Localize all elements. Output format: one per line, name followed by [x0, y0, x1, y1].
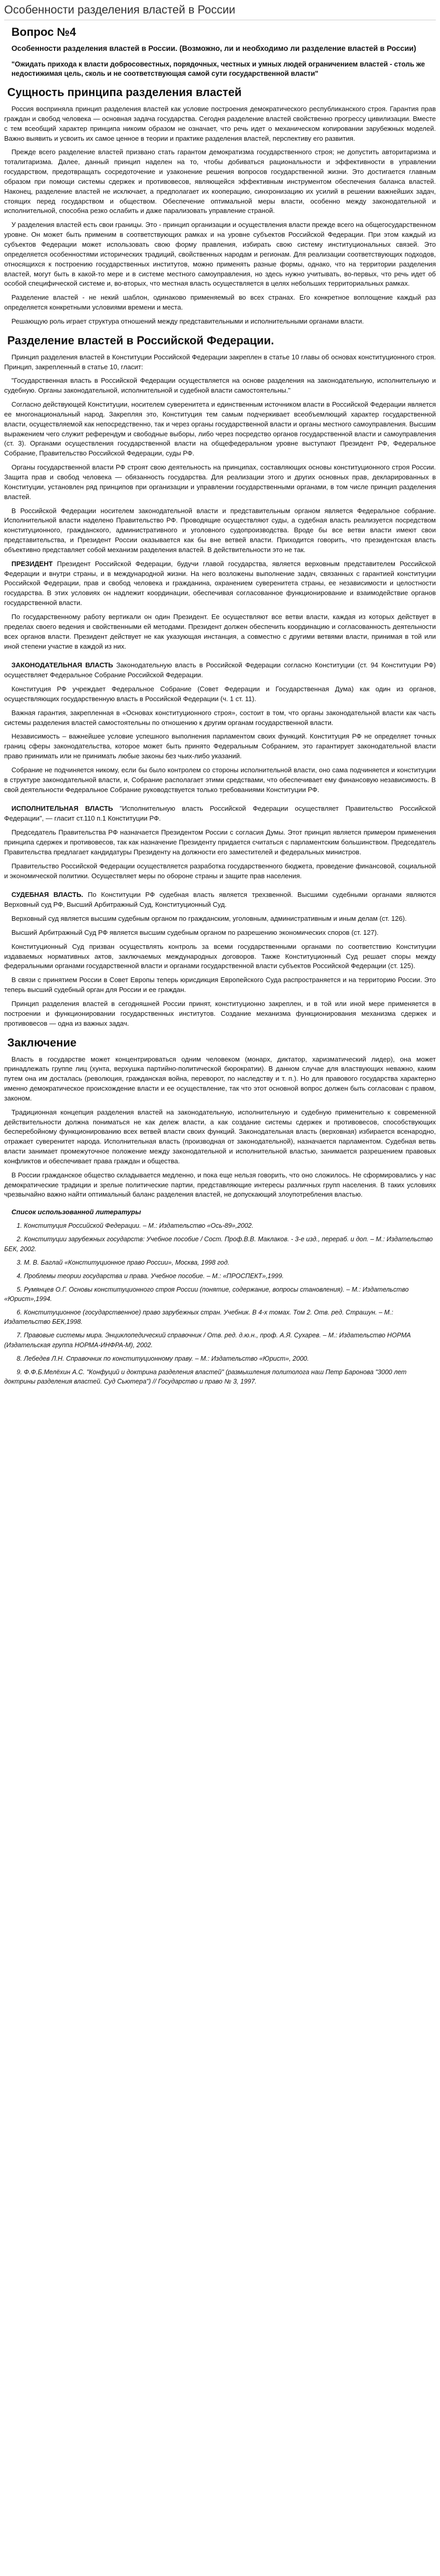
- paragraph: Власть в государстве может концентрироваться одним человеком (монарх, диктатор, харизматический лидер), она может принадлежать группе лиц (хунта, верхушка партийно-политической бюрократии). В данном случае для властвующих неважно, каким путем она им досталась (революция, гражданская война, переворот, по наследству и т. п.). Но для правового государства характерно именно демократическое происхождение власти и ее осуществление, так что этот основной вопрос должен быть согласован с правом, законом.: [4, 1055, 436, 1102]
- paragraph: Конституционный Суд призван осуществлять контроль за всеми государственными органами по соответствию Конституции издаваемых нормативных актов, заключаемых международных договоров. Также Конституционный Суд решает споры между федеральными органами государственной власти и органами государственной власти субъектов Российской Федерации (ст. 125).: [4, 942, 436, 970]
- paragraph: Согласно действующей Конституции, носителем суверенитета и единственным источником власти в Российской Федерации является ее многонациональный народ. Закрепляя это, Конституция тем самым подчеркивает всеобъемлющий характер государственной власти, осуществляемой как непосредственно, так и через органы государственной власти и органы местного самоуправления. Высшим выражением чего служит референдум и свободные выборы, либо через посредство органов государственной власти и самоуправления (ст. 3). Органами осуществления государственной власти на общефедеральном уровне выступают Президент РФ, Федеральное Собрание, Правительство Российской Федерации, суды РФ.: [4, 400, 436, 458]
- paragraph: Важная гарантия, закрепленная в «Основах конституционного строя», состоит в том, что органы законодательной власти как часть системы разделения властей самостоятельны по отношению к другим органам государственной власти.: [4, 708, 436, 727]
- paragraph-text: По Конституции РФ судебная власть является трехзвенной. Высшими судебными органами являются Верховный суд РФ, Высший Арбитражный Суд, Конституционный Суд.: [4, 891, 436, 909]
- paragraph: Принцип разделения властей в Конституции Российской Федерации закреплен в статье 10 главы об основах конституционного строя. Принцип, закрепленный в статье 10, гласит:: [4, 353, 436, 371]
- president-label: ПРЕЗИДЕНТ: [11, 559, 53, 568]
- question-subtitle: Особенности разделения властей в России. (Возможно, ли и необходимо ли разделение властей в России): [11, 45, 417, 53]
- conclusion-section: [4, 1055, 436, 1200]
- paragraph: Органы государственной власти РФ строят свою деятельность на принципах, составляющих основы конституционного строя России. Защита прав и свобод человека — обязанность государства. Для реализации этого и других основных прав, декларированных в Конституции, установлен ряд принципов при организации и управлении государственными органами, в том числе принцип разделения властей.: [4, 463, 436, 501]
- question-title: Вопрос №4: [11, 25, 76, 38]
- paragraph: В связи с принятием России в Совет Европы теперь юрисдикция Европейского Суда распространяется и на территорию России. Это теперь высший судебный орган для России и ее граждан.: [4, 976, 436, 994]
- judicial-label: СУДЕБНАЯ ВЛАСТЬ.: [11, 891, 84, 899]
- literature-item: 8. Лебедев Л.Н. Справочник по конституционному праву. – М.: Издательство «Юрист», 2000.: [17, 1354, 309, 1362]
- literature-item: 4. Проблемы теории государства и права. Учебное пособие. – М.: «ПРОСПЕКТ»,1999.: [17, 1272, 284, 1280]
- paragraph: Конституция РФ учреждает Федеральное Собрание (Совет Федерации и Государственная Дума) как один из органов, осуществляющих государственную власть в Российской Федерации (ч. 1 ст. 11).: [4, 685, 436, 703]
- paragraph: Принцип разделения властей в сегодняшней России принят, конституционно закреплен, и в той или иной мере применяется в построении и функционировании государственных институтов. Создание механизма функционирования механизма сдержек и противовесов — одна из важных задач.: [4, 999, 436, 1027]
- literature-item: 3. М. В. Баглай «Конституционное право России», Москва, 1998 год.: [17, 1258, 230, 1266]
- paragraph: [4, 804, 436, 824]
- paragraph: В Российской Федерации носителем законодательной власти и представительным органом является Федеральное собрание. Исполнительной власти наделено Правительство РФ. Проводящие осуществляют суды, а судебная власть реализуется посредством конституционного, гражданского, административного и уголовного судопроизводства. Вроде бы все ветви власти имеют свои представительства, и Президент России оказывается как бы вне ветвей власти. Приходится говорить, что президентская власть объективно представляет собой механизм разделения властей. В действительности это не так.: [4, 506, 436, 554]
- judicial-section: [4, 890, 436, 1028]
- paragraph: Верховный суд является высшим судебным органом по гражданским, уголовным, административным и иным делам (ст. 126).: [11, 915, 407, 923]
- section-heading-conclusion: Заключение: [7, 1036, 77, 1049]
- paragraph: Собрание не подчиняется никому, если бы было контролем со стороны исполнительной власти, оно сама подчиняется и конституции в структуре законодательной власти, и, Собрание располагает этими средствами, что обеспечивает ему финансовую независимость. В свой деятельности Федеральное Собрание руководствуется только требованиями Конституции РФ.: [4, 766, 436, 794]
- paragraph-text: Законодательную власть в Российской Федерации согласно Конституции (ст. 94 Конституции РФ) осуществляет Федеральное Собрание Российской Федерации.: [4, 661, 436, 679]
- paragraph: У разделения властей есть свои границы. Это - принцип организации и осуществления власти прежде всего на общегосударственном уровне. Он может быть применим в соответствующих рамках и на уровне субъектов Российской Федерации. При этом каждый из субъектов Федерации может использовать свою форму правления, избирать свою систему институциональных связей. Это определяется особенностями исторических традиций, свойственных народам и регионам. Для реализации соответствующих подходов, относящихся к построению государственных институтов, можно применять разные формы, однако, что на территории разделения властей, могут быть в какой-то мере и в системе местного самоуправления, но здесь нужно учитывать, во-первых, что речь идет об особой специфической системе и, во-вторых, что местная власть осуществляется в целях небольших территориальных рамках.: [4, 221, 436, 288]
- document-page: [0, 3, 440, 1411]
- section-heading-essence: Сущность принципа разделения властей: [7, 86, 242, 99]
- literature-item: 9. Ф.Ф.Б.Мелёхин А.С. "Конфуций и доктрина разделения властей" (размышления политолога наш Петр Баронова "3000 лет доктрины разделения властей. Суд Сьютера") // Государство и право № 3, 1997.: [4, 1368, 407, 1385]
- paragraph: Россия восприняла принцип разделения властей как условие построения демократического республиканского строя. Гарантия прав граждан и свобод человека — основная задача государства. Сегодня разделение властей свойственно прогрессу цивилизации. Вместе с тем всеобщий характер принципа никоим образом не означает, что речь идет о механическом копировании зарубежных моделей. Важно выявить и усвоить их самое ценное в теории и практике разделения властей, перспективу его развития.: [4, 105, 436, 142]
- legislative-section: [4, 661, 436, 795]
- paragraph-text: Президент Российской Федерации, будучи главой государства, является верховным представителем Российской Федерации и внутри страны, и в международной жизни. На него возложены выполнение задач, связанных с гарантией конституции Российской Федерации, прав и свобод человека и гражданина, охранением суверенитета страны, ее независимости и целостности государства. В этих условиях он надлежит координации, обеспечивая согласованное функционирование и взаимодействие органов государственной власти.: [4, 559, 436, 607]
- paragraph: Прежде всего разделение властей призвано стать гарантом демократизма государственного строя; не допустить авторитаризма и тоталитаризма. Далее, данный принцип наделен на то, чтобы добиваться рациональности и эффективности в управлении государством, предотвращать сосредоточение и узаконение решения вопросов государственной жизни. Это достигается главным образом при помощи системы сдержек и противовесов, являющейся эффективным инструментом обеспечения баланса властей. Наконец, разделение властей не исключает, а предполагает их кооперацию, синхронизацию их усилий в решении важнейших задач, стоящих перед государством и обществом. Обеспечение оптимальной меры власти, особенно между законодательной и исполнительной, способна резко ослабить и даже парализовать управление страной.: [4, 148, 436, 215]
- paragraph: "Государственная власть в Российской Федерации осуществляется на основе разделения на законодательную, исполнительную и судебную. Органы законодательной, исполнительной и судебной власти самостоятельны.": [4, 377, 436, 395]
- paragraph: В России гражданское общество складывается медленно, и пока еще нельзя говорить, что оно сложилось. Не сформировались у нас демократические традиции и зрелые политические партии, представляющие интересы различных групп населения. В таких условиях чрезвычайно важно найти оптимальный баланс разделения властей, не допускающий злоупотребления властью.: [4, 1171, 436, 1199]
- paragraph: Решающую роль играет структура отношений между представительными и исполнительными органами власти.: [11, 317, 364, 325]
- essence-section: [4, 104, 436, 327]
- literature-item: 2. Конституции зарубежных государств: Учебное пособие / Сост. Проф.В.В. Маклаков. - 3-е изд., перераб. и доп. – М.: Издательство БЕК, 2002.: [4, 1236, 433, 1253]
- paragraph: [4, 661, 436, 680]
- literature-item: 7. Правовые системы мира. Энциклопедический справочник / Отв. ред. д.ю.н., проф. А.Я. Сухарев. – М.: Издательство НОРМА (Издательская группа НОРМА-ИНФРА-М), 2002.: [4, 1332, 411, 1349]
- legislative-label: ЗАКОНОДАТЕЛЬНАЯ ВЛАСТЬ: [11, 661, 113, 669]
- literature-item: 1. Конституция Российской Федерации. – М.: Издательство «Ось-89»,2002.: [17, 1222, 254, 1230]
- literature-title: Список использованной литературы: [11, 1208, 141, 1216]
- paragraph: Председатель Правительства РФ назначается Президентом России с согласия Думы. Этот принцип является примером применения принципа сдержек и противовесов, так как назначение Президенту придается считаться с парламентским большинством. Председатель Правительства предлагает кандидатуры Президенту на должности его заместителей и федеральных министров.: [4, 828, 436, 856]
- paragraph: Независимость – важнейшее условие успешного выполнения парламентом своих функций. Конституция РФ не определяет точных границ сферы законодательства, которое может быть принято Федеральным Собранием, это гарантирует законодательной власти право принимать или не принимать любые законы без чьих-либо указаний.: [4, 732, 436, 760]
- paragraph: Правительство Российской Федерации осуществляется разработка государственного бюджета, проведение финансовой, социальной и экономической политики. Осуществляет меры по обороне страны и защите прав населения.: [4, 862, 436, 880]
- paragraph-text: "Исполнительную власть Российской Федерации осуществляет Правительство Российской Федерации", — гласит ст.110 п.1 Конституции РФ.: [4, 804, 436, 823]
- literature-list: [4, 1221, 436, 1386]
- executive-section: [4, 804, 436, 881]
- paragraph: [4, 559, 436, 608]
- paragraph: По государственному работу вертикали он один Президент. Ее осуществляют все ветви власти, каждая из которых действует в пределах своего ведения и свойственными ей методами. Президент должен обеспечить координацию и согласованность деятельности всех органов власти. Президент действует не как указующая инстанция, а совместно с другими ветвями власти, принимая в той или иной степени участие в каждой из них.: [4, 612, 436, 650]
- document-title: Особенности разделения властей в России: [4, 3, 436, 20]
- literature-item: 5. Румянцев О.Г. Основы конституционного строя России (понятие, содержание, вопросы становления). – М.: Издательство «Юрист»,1994.: [4, 1285, 409, 1303]
- paragraph: [4, 890, 436, 910]
- president-section: [4, 559, 436, 652]
- literature-item: 6. Конституционное (государственное) право зарубежных стран. Учебник. В 4-х томах. Том 2. Отв. ред. Страшун. – М.: Издательство БЕК,1998.: [4, 1309, 393, 1326]
- paragraph: Традиционная концепция разделения властей на законодательную, исполнительную и судебную применительно к современной действительности должна пониматься не как дележ власти, а как создание системы сдержек и противовесов, способствующих бесперебойному функционированию всех ветвей власти своих функций. Законодательная власть (верховная) избирается всенародно, отражает суверенитет народа. Исполнительная власть (производная от законодательной), назначается парламентом. Судебная ветвь власти занимает промежуточное положение между законодательной и исполнительной властью, занимается разрешением правовых конфликтов и обеспечивает права граждан и общества.: [4, 1108, 436, 1165]
- epigraph-quote: "Ожидать прихода к власти добросовестных, порядочных, честных и умных людей ограничением властей - столь же недостижимая цель, сколь и не соответствующая самой сути государственной власти": [11, 60, 425, 77]
- paragraph: Высший Арбитражный Суд РФ является высшим судебным органом по разрешению экономических споров (ст. 127).: [11, 928, 379, 936]
- executive-label: ИСПОЛНИТЕЛЬНАЯ ВЛАСТЬ: [11, 804, 113, 813]
- russia-section: [4, 353, 436, 555]
- paragraph: Разделение властей - не некий шаблон, одинаково применяемый во всех странах. Его конкретное воплощение каждый раз определяется конкретными условиями времени и места.: [4, 293, 436, 312]
- section-heading-russia: Разделение властей в Российской Федерации.: [7, 333, 274, 347]
